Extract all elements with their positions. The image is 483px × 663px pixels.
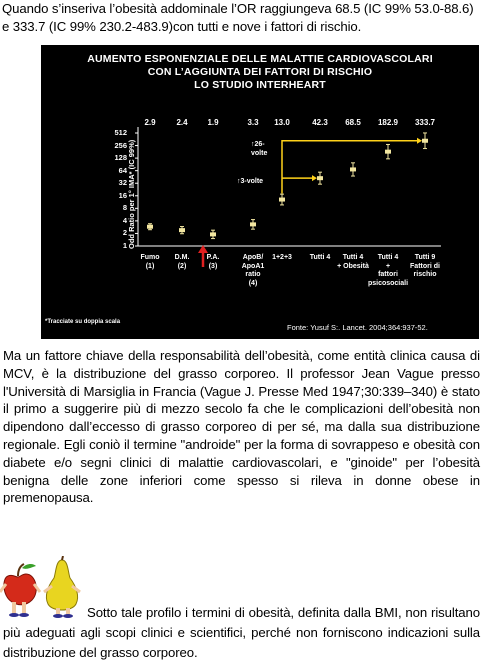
annotation-3-volte: ↑3-volte [237,178,264,185]
y-tick-label: 64 [118,165,127,175]
y-tick-label: 1 [122,241,127,250]
data-point [179,228,185,232]
data-point [279,198,285,202]
data-point [385,150,391,154]
connector-26x-arrowhead [417,138,422,144]
category-label: P.A. (3) [206,254,220,270]
odds-ratio-label: 2.4 [176,118,188,127]
odds-ratio-label: 333.7 [414,118,436,127]
odds-ratio-label: 68.5 [345,118,361,127]
slide-source: Fonte: Yusuf S:. Lancet. 2004;364:937-52. [287,323,428,332]
data-point [422,139,428,143]
odds-ratio-label: 42.3 [312,118,328,127]
data-point [350,167,356,171]
odds-ratio-label: 2.9 [144,118,156,127]
interheart-slide [41,45,479,339]
data-point [317,176,323,180]
odds-ratio-label: 182.9 [377,118,399,127]
y-tick-label: 512 [114,128,127,137]
category-label: D.M. (2) [174,254,190,270]
y-axis-label: Odd Ratio per 1° IMA* (IC 99%) [127,139,136,249]
y-tick-label: 8 [122,203,127,213]
category-label: Tutti 4 [309,254,331,261]
y-tick-label: 4 [122,215,127,225]
annotation-26-volte: ↑26- volte [251,141,268,157]
category-label: Tutti 4 + Obesità [337,254,369,270]
data-point [250,222,256,226]
y-tick-label: 32 [118,178,127,188]
intro-paragraph: Quando s’inseriva l’obesità addominale l’OR raggiungeva 68.5 (IC 99% 53.0-88.6) e 333.7 (IC 99% 230.2-483.9)con tutti e nove i fattori di rischio. [2,1,474,34]
slide-title-line-1: AUMENTO ESPONENZIALE DELLE MALATTIE CARDIOVASCOLARI [87,53,433,65]
y-tick-label: 2 [122,228,127,238]
category-label: 1+2+3 [272,254,292,261]
chart-plot [41,45,479,339]
slide-title-line-2: CON L’AGGIUNTA DEI FATTORI DI RISCHIO [147,66,373,78]
category-label: ApoB/ ApoA1 ratio (4) [241,254,265,287]
odds-ratio-label: 13.0 [274,118,290,127]
y-tick-label: 256 [114,140,127,150]
category-label: Tutti 9 Fattori di rischio [410,254,440,278]
odds-ratio-label: 1.9 [207,118,219,127]
data-point [147,225,153,229]
closing-paragraph: Sotto tale profilo i termini di obesità, definita dalla BMI, non risultano più adeguati agli scopi clinici e scientifici, perché non forniscono indicazioni sulla distribuzione del grasso corporeo. [3,605,480,660]
body-paragraph: Ma un fattore chiave della responsabilità dell’obesità, come entità clinica causa di MCV, è la distribuzione del grasso corporeo. Il professor Jean Vague presso l'Università di Marsiglia in Francia (Vague J. Presse Med 1947;30:339–340) è stato il primo a suggerire più di mezzo secolo fa che le complicazioni dell’obesità non dipendono dall’eccesso di grasso corporeo di per sé, ma dalla sua distribuzione regionale. Egli coniò il termine "androide" per la forma di sovrappeso e obesità con diabete e/o segni clinici di malattie cardiovascolari, e "ginoide" per l’obesità benigna delle zone inferiori come spesso si rileva in donne obese in premenopausa. [3,348,480,506]
odds-ratio-label: 3.3 [247,118,259,127]
slide-footnote: *Tracciate su doppia scala [45,319,121,325]
connector-3x-arrowhead [312,175,317,181]
y-tick-label: 128 [114,153,127,163]
connector-26x [282,141,419,194]
y-tick-label: 16 [118,190,127,200]
slide-title-line-3: LO STUDIO INTERHEART [194,79,326,91]
category-label: Tutti 4 + fattori psicosociali [367,254,409,287]
data-point [210,232,216,236]
category-label: Fumo (1) [140,254,160,270]
